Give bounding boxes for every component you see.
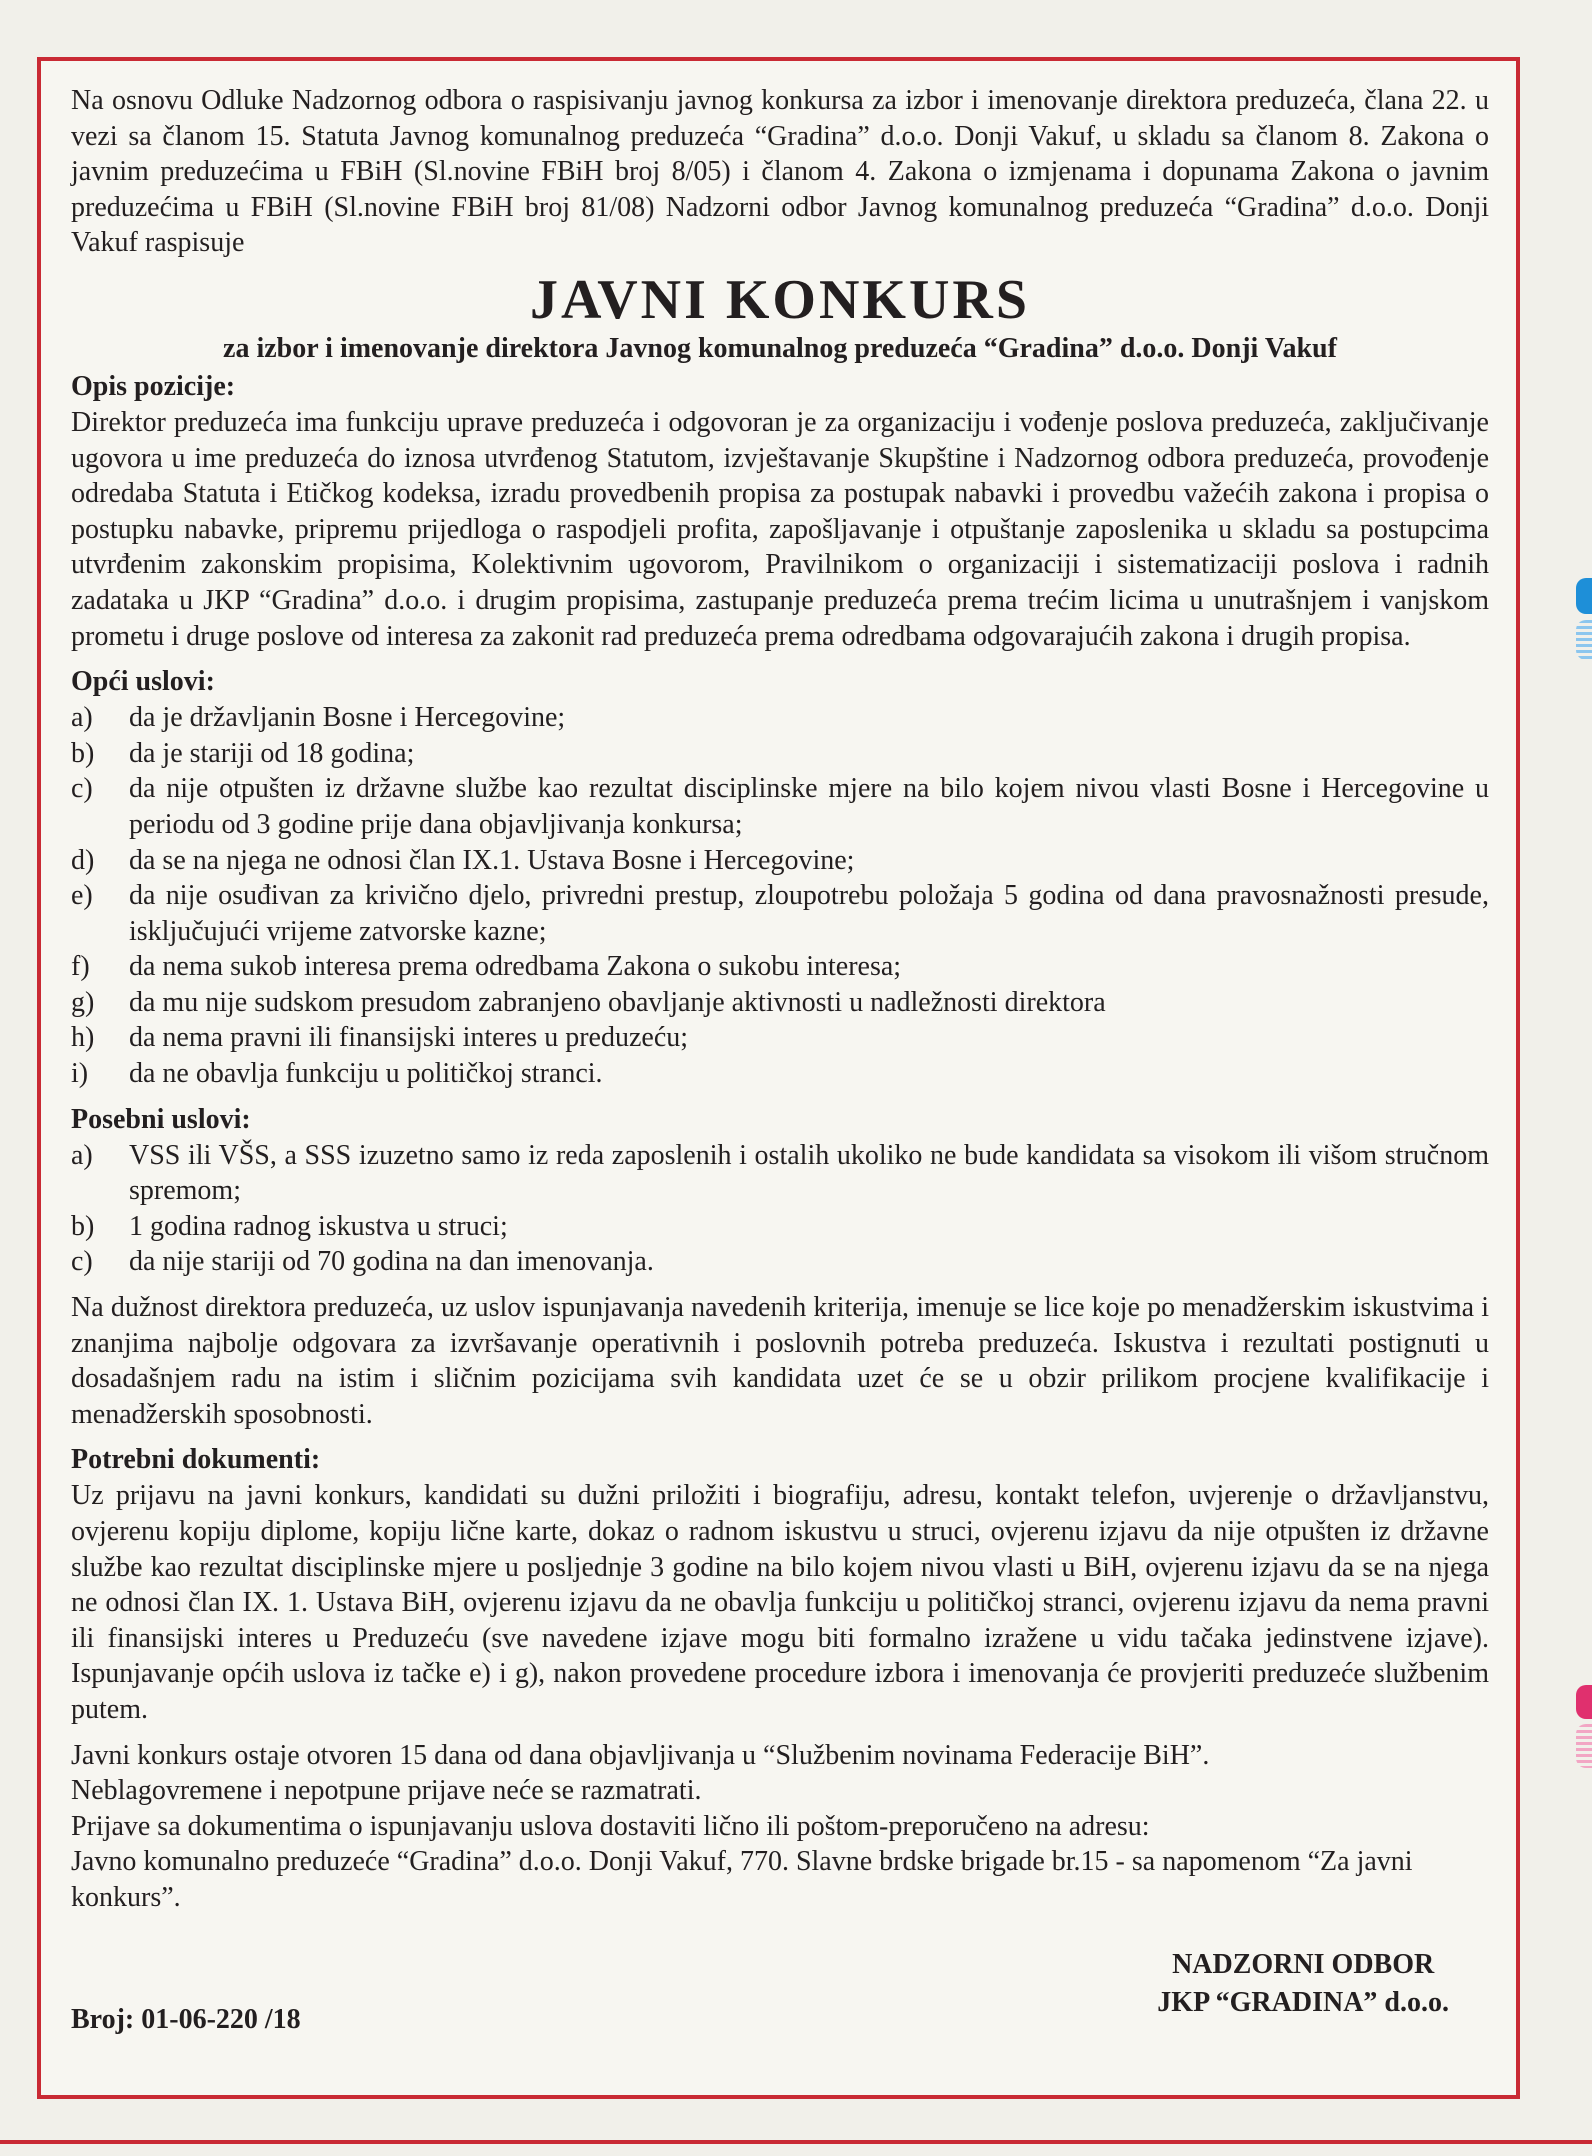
bottom-red-rule xyxy=(0,2140,1592,2144)
list-marker: c) xyxy=(71,1246,93,1278)
signatory-line-2: JKP “GRADINA” d.o.o. xyxy=(1157,1986,1449,2018)
list-text: da se na njega ne odnosi član IX.1. Ustava Bosne i Hercegovine; xyxy=(129,844,855,876)
list-item xyxy=(71,843,1489,879)
duznost-paragraph: Na dužnost direktora preduzeća, uz uslov ispunjavanja navedenih kriterija, imenuje se lice koje po menadžerskim iskustvima i znanjima najbolje odgovara za izvršavanje operativnih i poslovnih potreba preduzeća. Iskustva i rezultati postignuti u dosadašnjem radu na istim i sličnim pozicijama svih kandidata uzet će se u obzir prilikom procjene kvalifikacije i menadžerskih sposobnosti. xyxy=(71,1292,1489,1430)
dokumenti-heading: Potrebni dokumenti: xyxy=(71,1444,321,1476)
list-text: da nije osuđivan za krivično djelo, privredni prestup, zloupotrebu položaja 5 godina od dana pravosnažnosti presude, isključujući vrijeme zatvorske kazne; xyxy=(129,880,1489,947)
list-item xyxy=(71,1209,1489,1245)
blue-page-tab xyxy=(1576,578,1592,614)
list-item xyxy=(71,736,1489,772)
list-text: da ne obavlja funkciju u političkoj stranci. xyxy=(129,1058,603,1090)
list-marker: f) xyxy=(71,951,90,983)
list-item xyxy=(71,878,1489,949)
list-text: da je stariji od 18 godina; xyxy=(129,737,415,769)
list-marker: b) xyxy=(71,737,95,769)
blue-page-tab-halftone xyxy=(1576,620,1592,660)
posebni-list xyxy=(71,1138,1489,1280)
closing-line-1: Javni konkurs ostaje otvoren 15 dana od dana objavljivanja u “Službenim novinama Federacije BiH”. xyxy=(71,1739,1210,1771)
list-text: da nema sukob interesa prema odredbama Zakona o sukobu interesa; xyxy=(129,951,902,983)
list-item xyxy=(71,1020,1489,1056)
list-marker: e) xyxy=(71,880,93,912)
list-text: da mu nije sudskom presudom zabranjeno obavljanje aktivnosti u nadležnosti direktora xyxy=(129,986,1106,1018)
notice-subtitle: za izbor i imenovanje direktora Javnog komunalnog preduzeća “Gradina” d.o.o. Donji Vakuf xyxy=(223,332,1337,364)
list-marker: c) xyxy=(71,773,93,805)
opis-heading: Opis pozicije: xyxy=(71,370,236,402)
notice-content xyxy=(71,83,1489,2046)
list-item xyxy=(71,700,1489,736)
dokumenti-text: Uz prijavu na javni konkurs, kandidati su dužni priložiti i biografiju, adresu, kontakt telefon, uvjerenje o državljanstvu, ovjerenu kopiju diplome, kopiju lične karte, dokaz o radnom iskustvu u struci, ovjerenu izjavu da nije otpušten iz državne službe kao rezultat disciplinske mjere u posljednje 3 godine na bilo kojem nivou vlasti u BiH, ovjerenu izjavu da se na njega ne odnosi član IX. 1. Ustava BiH, ovjerenu izjavu da ne obavlja funkciju u političkoj stranci, ovjerenu izjavu da nema pravni ili finansijski interes u Preduzeću (sve navedene izjave mogu biti formalno izražene u vidu tačaka jedinstvene izjave). Ispunjavanje općih uslova iz tačke e) i g), nakon provedene procedure izbora i imenovanja će provjeriti preduzeće službenim putem. xyxy=(71,1480,1489,1725)
list-marker: h) xyxy=(71,1022,95,1054)
list-item xyxy=(71,949,1489,985)
posebni-heading: Posebni uslovi: xyxy=(71,1103,251,1135)
list-item xyxy=(71,1244,1489,1280)
list-item xyxy=(71,771,1489,842)
opis-text: Direktor preduzeća ima funkciju uprave preduzeća i odgovoran je za organizaciju i vođenje poslova preduzeća, zaključivanje ugovora u ime preduzeća do iznosa utvrđenog Statutom, izvještavanje Skupštine i Nadzornog odbora preduzeća, provođenje odredaba Statuta i Etičkog kodeksa, izradu provedbenih propisa za postupak nabavki i provedbu važećih zakona i propisa o postupku nabavke, pripremu prijedloga o raspodjeli profita, zapošljavanje i otpuštanje zaposlenika u skladu sa postupcima utvrđenim zakonskim propisima, Kolektivnim ugovorom, Pravilnikom o organizaciji i sistematizaciji poslova i radnih zadataka u JKP “Gradina” d.o.o. i drugim propisima, zastupanje preduzeća prema trećim licima u unutrašnjem i vanjskom prometu i druge poslove od interesa za zakonit rad preduzeća prema odredbama odgovarajućih zakona i drugih propisa. xyxy=(71,406,1489,652)
list-text: da nema pravni ili finansijski interes u preduzeću; xyxy=(129,1022,689,1054)
list-text: 1 godina radnog iskustva u struci; xyxy=(129,1210,508,1242)
opci-heading: Opći uslovi: xyxy=(71,666,215,698)
signature-block xyxy=(71,1946,1489,2046)
pink-page-tab xyxy=(1576,1685,1592,1719)
list-marker: d) xyxy=(71,844,95,876)
list-marker: a) xyxy=(71,1139,93,1171)
list-text: da nije stariji od 70 godina na dan imenovanja. xyxy=(129,1246,654,1278)
closing-line-3: Prijave sa dokumentima o ispunjavanju uslova dostaviti lično ili poštom-preporučeno na adresu: xyxy=(71,1810,1150,1842)
closing-line-2: Neblagovremene i nepotpune prijave neće se razmatrati. xyxy=(71,1775,702,1807)
closing-line-4: Javno komunalno preduzeće “Gradina” d.o.o. Donji Vakuf, 770. Slavne brdske brigade br.15 - sa napomenom “Za javni konkurs”. xyxy=(71,1846,1413,1913)
signatory-line-1: NADZORNI ODBOR xyxy=(1172,1948,1435,1980)
signatory xyxy=(1157,1946,1449,2022)
notice-frame xyxy=(37,57,1520,2099)
list-item xyxy=(71,985,1489,1021)
opci-list xyxy=(71,700,1489,1092)
list-text: VSS ili VŠS, a SSS izuzetno samo iz reda zaposlenih i ostalih ukoliko ne bude kandidata sa visokom ili višom stručnom spremom; xyxy=(129,1139,1489,1207)
list-item xyxy=(71,1056,1489,1092)
list-marker: g) xyxy=(71,986,95,1018)
list-marker: a) xyxy=(71,702,93,734)
notice-title: JAVNI KONKURS xyxy=(529,268,1031,331)
list-marker: b) xyxy=(71,1210,95,1242)
list-marker: i) xyxy=(71,1058,89,1090)
list-item xyxy=(71,1138,1489,1209)
intro-paragraph: Na osnovu Odluke Nadzornog odbora o raspisivanju javnog konkursa za izbor i imenovanje direktora preduzeća, člana 22. u vezi sa članom 15. Statuta Javnog komunalnog preduzeća “Gradina” d.o.o. Donji Vakuf, u skladu sa članom 8. Zakona o javnim preduzećima u FBiH (Sl.novine FBiH broj 8/05) i članom 4. Zakona o izmjenama i dopunama Zakona o javnim preduzećima u FBiH (Sl.novine FBiH broj 81/08) Nadzorni odbor Javnog komunalnog preduzeća “Gradina” d.o.o. Donji Vakuf raspisuje xyxy=(71,85,1489,259)
list-text: da nije otpušten iz državne službe kao rezultat disciplinske mjere na bilo kojem nivou vlasti Bosne i Hercegovine u periodu od 3 godine prije dana objavljivanja konkursa; xyxy=(129,773,1489,840)
pink-page-tab-halftone xyxy=(1576,1724,1592,1768)
list-text: da je državljanin Bosne i Hercegovine; xyxy=(129,702,566,734)
document-number: Broj: 01-06-220 /18 xyxy=(71,2003,301,2035)
